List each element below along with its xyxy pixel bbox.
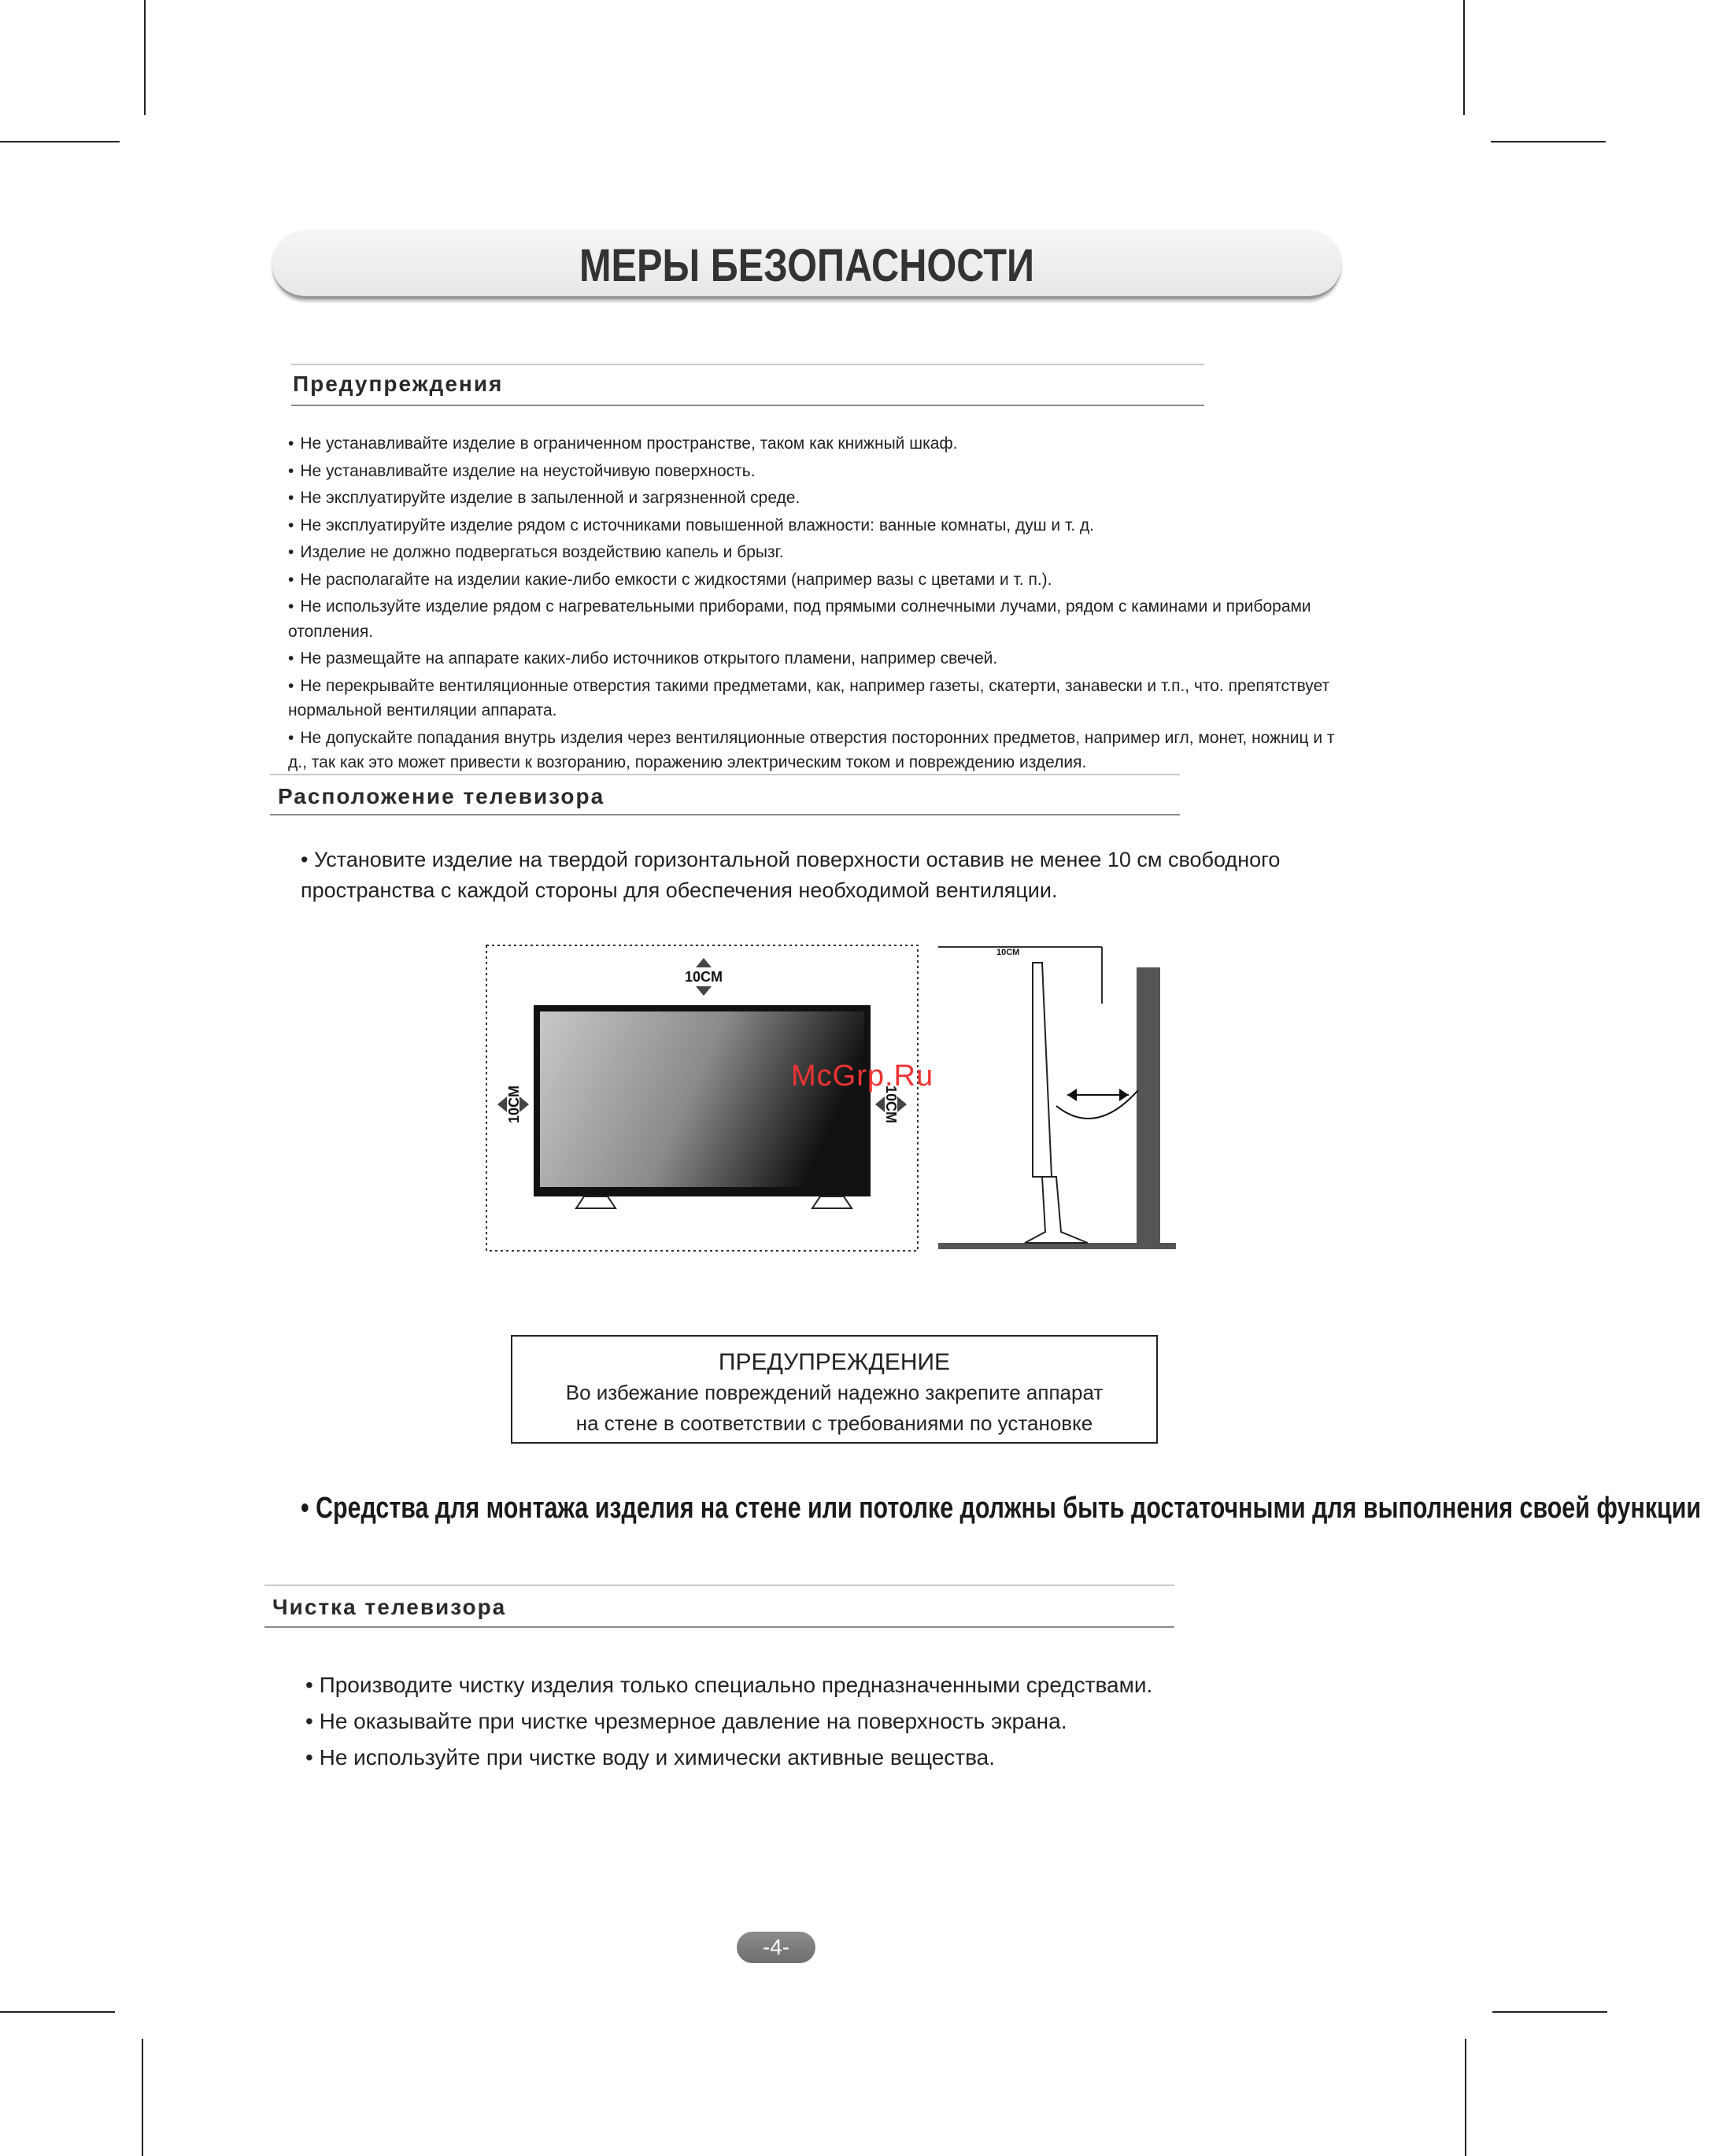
label-right: 10CM [883,1085,899,1124]
list-item: • Не используйте изделие рядом с нагревательными приборами, под прямыми солнечными лучами, рядом с каминами и приборами отопления. [288,597,1311,641]
crop-mark [1492,2011,1607,2013]
list-item: • Не устанавливайте изделие на неустойчивую поверхность. [288,461,756,480]
placement-text: • Установите изделие на твердой горизонтальной поверхности оставив не менее 10 см свободного пространства с каждой стороны для обеспечения необходимой вентиляции. [301,848,1281,903]
divider [264,1585,1174,1586]
crop-mark [0,2011,115,2013]
watermark: McGrp.Ru [791,1060,934,1093]
list-item: • Не устанавливайте изделие в ограниченном пространстве, таком как книжный шкаф. [288,435,958,453]
list-item: • Изделие не должно подвергаться воздействию капель и брызг. [288,543,784,561]
table-surface [938,1243,1176,1249]
mounting-note: • Средства для монтажа изделия на стене или потолке должны быть достаточными для выполнения своей функции [301,1492,1702,1525]
tv-stand-right [812,1196,852,1208]
list-item: • Не располагайте на изделии какие-либо емкости с жидкостями (например вазы с цветами и т. п.). [288,570,1052,589]
arrow-down-icon [696,986,712,996]
list-item: • Не размещайте на аппарате каких-либо источников открытого пламени, например свечей. [288,649,998,668]
warning-line: на стене в соответствии с требованиями по установке [575,1411,1093,1436]
label-top: 10CM [684,969,723,985]
wall [1137,967,1160,1243]
tv-side [1033,963,1052,1177]
divider [270,814,1180,815]
arrow-up-icon [696,958,712,967]
divider [291,364,1204,365]
crop-mark [144,0,146,115]
section-heading-cleaning: Чистка телевизора [272,1595,507,1619]
crop-mark [142,2039,143,2156]
list-item: • Не оказывайте при чистке чрезмерное давление на поверхность экрана. [305,1709,1067,1733]
page-title: МЕРЫ БЕЗОПАСНОСТИ [579,240,1035,291]
divider [264,1626,1174,1628]
section-heading-warnings: Предупреждения [293,372,504,396]
list-item: • Не допускайте попадания внутрь изделия через вентиляционные отверстия посторонних предметов, например игл, монет, ножниц и т д., так как это может привести к возгоранию, поражению электрическим током и повреждению изделия. [288,728,1335,771]
warning-title: ПРЕДУПРЕЖДЕНИЕ [718,1349,951,1375]
title-bar [272,230,1341,299]
list-item: • Не эксплуатируйте изделие рядом с источниками повышенной влажности: ванные комнаты, душ и т. д. [288,516,1095,534]
arrow-left-icon [1067,1089,1077,1101]
tv-side-stand [1025,1177,1088,1243]
cleaning-list [305,1667,1152,1776]
label-side: 10CM [996,948,1020,957]
divider [291,405,1204,406]
crop-mark [1491,141,1606,142]
tv-stand-left [576,1196,616,1208]
list-item: • Не эксплуатируйте изделие в запыленной и загрязненной среде. [288,489,800,507]
list-item: • Не перекрывайте вентиляционные отверстия такими предметами, как, например газеты, скатерти, занавески и т.п., что. препятствует нормальной вентиляции аппарата. [288,676,1330,719]
label-left: 10CM [506,1085,522,1124]
section-heading-placement: Расположение телевизора [278,784,605,808]
list-item: • Производите чистку изделия только специально предназначенными средствами. [305,1673,1153,1697]
warning-line: Во избежание повреждений надежно закрепите аппарат [565,1381,1104,1404]
divider [270,774,1180,775]
crop-mark [1465,2039,1466,2156]
warning-box [511,1335,1158,1444]
crop-mark [1463,0,1465,115]
tv-screen [540,1011,864,1187]
arrow-right-icon [1119,1089,1129,1101]
crop-mark [0,141,120,142]
page-number: -4- [737,1932,815,1963]
placement-diagram [482,941,1190,1263]
warnings-list [288,431,1343,778]
list-item: • Не используйте при чистке воду и химически активные вещества. [305,1745,995,1770]
